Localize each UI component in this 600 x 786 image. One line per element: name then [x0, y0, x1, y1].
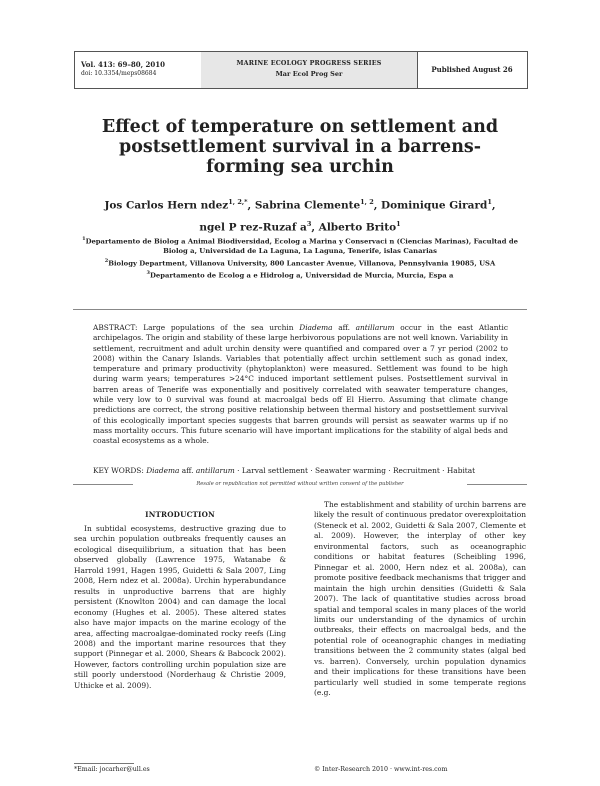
affiliation-number: 2	[104, 257, 109, 264]
abstract	[93, 323, 508, 447]
volume-cell	[75, 52, 202, 88]
published-cell	[417, 52, 527, 88]
doi-link[interactable]: doi: 10.3354/meps08684	[81, 70, 157, 77]
author-affil-ref: 1	[487, 198, 492, 206]
keywords-rest: · Larval settlement · Seawater warming · Recruitment · Habitat	[237, 466, 476, 475]
affiliation-text: Biology Department, Villanova University, 800 Lancaster Avenue, Villanova, Pennsylvania 19085, USA	[108, 259, 496, 268]
author-affil-ref: 1, 2	[360, 198, 374, 206]
author-name: Sabrina Clemente	[254, 199, 361, 212]
author-affil-ref: 1	[396, 219, 401, 228]
keywords-label: KEY WORDS:	[93, 466, 144, 475]
author-name: ngel P rez-Ruzaf a	[199, 221, 307, 233]
species-name: Diadema	[299, 323, 333, 332]
author-separator: ,	[491, 199, 496, 212]
species-aff: aff.	[338, 323, 356, 332]
keyword-species: Diadema	[146, 466, 180, 475]
affiliation	[80, 257, 520, 269]
intro-left-column	[74, 524, 286, 691]
footnote-rule	[74, 763, 134, 764]
journal-cell	[201, 52, 418, 88]
abstract-text: occur in the east Atlantic archipelagos. The origin and stability of these large herbivorous populations are not well known. Variability in settlement, recruitment and adult urchin density were quantified and compared over a 7 yr period (2002 to 2008) within the Canary Islands. Variables that potentially affect urchin settlement such as gonad index, temperature and primary productivity (phytoplankton) were measured. Settlement was found to be high during warm years; temperatures >24°C induced important settlement pulses. Postsettlement survival in barren areas of Tenerife was exponentially and positively correlated with seawater temperature changes, while very low to 0 survival was found at macroalgal beds off El Hierro. Assuming that climate change predictions are correct, the strong positive relationship between thermal history and postsettlement survival of this ecologically important species suggests that barren grounds will persist as seawater warms up if no mass mortality occurs. This future scenario will have important implications for the stability of algal beds and coastal ecosystems as a whole.	[93, 323, 509, 446]
author-separator: ,	[373, 199, 382, 212]
keyword-aff: aff.	[181, 466, 196, 475]
author-separator: ,	[311, 221, 319, 233]
abstract-label: ABSTRACT:	[93, 323, 138, 332]
volume-info: Vol. 413: 69–80, 2010	[81, 60, 165, 69]
affiliations	[80, 235, 520, 281]
affiliation	[80, 235, 520, 257]
intro-paragraph: The establishment and stability of urchin barrens are likely the result of continuous predator overexploitation (Steneck et al. 2002, Guidetti & Sala 2007, Clemente et al. 2009). However, the interplay of other key environmental factors, such as oceanographic conditions or habitat features (Scheibling 1996, Pinnegar et al. 2000, Hern ndez et al. 2008a), can promote positive feedback mechanisms that trigger and maintain the high urchin densities (Guidetti & Sala 2007). The lack of quantitative studies across broad spatial and temporal scales in many places of the world limits our understanding of the dynamics of urchin outbreaks, their effects on macroalgal beds, and the potential role of oceanographic changes in mediating transitions between the 2 community states (algal bed vs. barren). Conversely, urchin population dynamics and their implications for these transitions have been particularly well studied in some temperate regions (e.g.	[314, 500, 526, 698]
corresponding-email[interactable]: *Email: jocarher@ull.es	[74, 766, 150, 773]
affiliation-text: Departamento de Ecolog a e Hidrolog a, Universidad de Murcia, Murcia, Espa a	[150, 271, 454, 280]
paper-title: Effect of temperature on settlement and postsettlement survival in a barrens-forming sea urchin	[101, 117, 499, 177]
author-name: Jos Carlos Hern ndez	[104, 199, 229, 212]
author-list	[80, 193, 520, 236]
author-affil-ref: 1, 2,*	[228, 198, 248, 206]
affiliation	[80, 269, 520, 281]
intro-paragraph: In subtidal ecosystems, destructive grazing due to sea urchin population outbreaks frequently causes an ecological disequilibrium, a situation that has been observed globally (Lawrence 1975, Watanabe & Harrold 1991, Hagen 1995, Guidetti & Sala 2007, Ling 2008, Hern ndez et al. 2008a). Urchin hyperabundance results in unproductive barrens that are highly persistent (Knowlton 2004) and can damage the local economy (Hughes et al. 2005). These altered states also have major impacts on the marine ecology of the area, affecting macroalgae-dominated rocky reefs (Ling 2008) and the important marine resources that they support (Pinnegar et al. 2000, Shears & Babcock 2002). However, factors controlling urchin population size are still poorly understood (Norderhaug & Christie 2009, Uthicke et al. 2009).	[74, 524, 286, 690]
section-heading: INTRODUCTION	[145, 510, 215, 519]
affiliation-number: 3	[146, 269, 151, 276]
copyright: © Inter-Research 2010 · www.int-res.com	[314, 766, 448, 773]
journal-header	[74, 51, 528, 89]
intro-right-column	[314, 500, 526, 699]
author-name: Dominique Girard	[381, 199, 488, 212]
author-separator: ,	[247, 199, 255, 212]
section-divider	[73, 309, 527, 310]
published-date: Published August 26	[431, 65, 513, 74]
author-name: Alberto Brito	[318, 221, 397, 233]
keyword-epithet: antillarum	[195, 466, 235, 475]
resale-notice: Resale or republication not permitted without written consent of the publisher	[196, 481, 404, 487]
species-epithet: antillarum	[355, 323, 395, 332]
journal-name: MARINE ECOLOGY PROGRESS SERIES	[236, 60, 382, 67]
affiliation-number: 1	[82, 236, 86, 242]
keywords	[93, 466, 513, 476]
author-affil-ref: 3	[306, 219, 312, 228]
affiliation-text: Departamento de Biolog a Animal Biodiversidad, Ecolog a Marina y Conservaci n (Ciencias Marinas), Facultad de Biolog a, Universidad de La Laguna, La Laguna, Tenerife, islas Canarias	[85, 237, 518, 256]
journal-abbrev: Mar Ecol Prog Ser	[275, 70, 343, 78]
abstract-intro: Large populations of the sea urchin	[143, 323, 294, 332]
